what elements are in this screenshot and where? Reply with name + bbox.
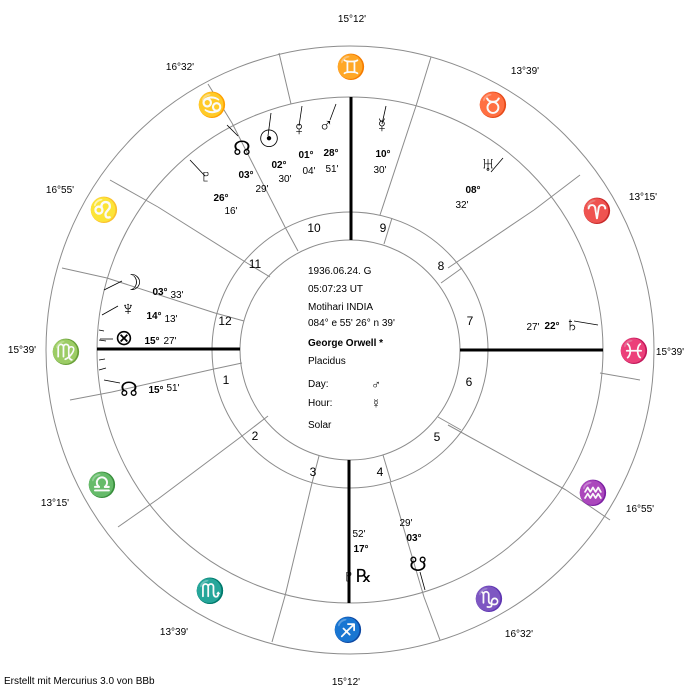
planet-sun	[258, 126, 291, 185]
mercury-icon: ☿	[371, 396, 381, 411]
house-number: 11	[248, 257, 262, 271]
sagittarius-icon: ♐	[333, 617, 363, 644]
degree-label: 13°15'	[628, 192, 658, 203]
svg-text:33': 33'	[170, 290, 184, 301]
planet-mars	[319, 115, 339, 175]
libra-icon: ♎	[87, 472, 117, 499]
svg-text:17°: 17°	[353, 544, 369, 555]
taurus-icon: ♉	[478, 92, 508, 119]
house-number: 1	[222, 373, 230, 387]
virgo-icon: ♍	[51, 339, 81, 366]
svg-text:04': 04'	[302, 166, 316, 177]
svg-text:03°: 03°	[152, 287, 168, 298]
south-node-icon: ☋	[409, 554, 427, 576]
planet-south-node	[399, 518, 426, 576]
svg-text:29': 29'	[399, 518, 413, 529]
pluto-retrograde-icon: ♇℞	[342, 566, 372, 586]
scorpio-icon: ♏	[195, 578, 225, 605]
pisces-icon: ♓	[619, 338, 649, 365]
house-numbers	[218, 221, 473, 479]
planet-venus	[292, 118, 316, 177]
svg-text:01°: 01°	[298, 150, 314, 161]
svg-text:27': 27'	[526, 322, 540, 333]
planet-pluto-retro	[342, 529, 372, 586]
planet-moon	[122, 270, 183, 301]
birth-date: 1936.06.24. G	[308, 266, 372, 277]
moon-icon: ☽	[122, 270, 142, 295]
svg-text:52': 52'	[352, 529, 366, 540]
sun-icon: ☉	[258, 126, 280, 153]
svg-text:32': 32'	[455, 200, 469, 211]
degree-label: 16°32'	[504, 629, 534, 640]
north-node-icon: ☊	[233, 138, 251, 160]
svg-text:10°: 10°	[375, 149, 391, 160]
degree-label: 13°39'	[159, 627, 189, 638]
aries-icon: ♈	[582, 198, 612, 225]
planet-mercury	[373, 115, 390, 176]
saturn-icon: ♄	[564, 314, 580, 336]
house-number: 7	[466, 314, 474, 328]
degree-label: 16°32'	[165, 62, 195, 73]
svg-text:16': 16'	[224, 206, 238, 217]
footer-credit: Erstellt mit Mercurius 3.0 von BBb	[4, 676, 155, 687]
planet-pluto	[199, 166, 237, 217]
planet-neptune	[121, 298, 178, 325]
svg-text:28°: 28°	[323, 148, 339, 159]
mars-icon: ♂	[318, 115, 334, 137]
house-number: 10	[307, 221, 321, 235]
house-system: Placidus	[308, 356, 346, 367]
svg-text:51': 51'	[325, 164, 339, 175]
planet-uranus	[455, 154, 495, 211]
degree-label: 13°15'	[40, 498, 70, 509]
svg-text:30': 30'	[373, 165, 387, 176]
chart-info	[308, 266, 395, 431]
leo-icon: ♌	[89, 197, 119, 224]
degree-label: 15°39'	[7, 345, 37, 356]
degree-label: 15°39'	[655, 347, 685, 358]
degree-label: 16°55'	[45, 185, 75, 196]
svg-text:51': 51'	[166, 383, 180, 394]
degree-label: 13°39'	[510, 66, 540, 77]
svg-text:27': 27'	[163, 336, 177, 347]
neptune-icon: ♆	[120, 298, 136, 320]
svg-text:13': 13'	[164, 314, 178, 325]
aquarius-icon: ♒	[578, 480, 608, 507]
svg-text:03°: 03°	[238, 170, 254, 181]
house-number-outer-ring	[212, 212, 488, 488]
person-name: George Orwell *	[308, 338, 384, 349]
svg-text:22°: 22°	[544, 321, 560, 332]
capricorn-icon: ♑	[474, 586, 504, 613]
planet-part-of-fortune	[115, 325, 177, 350]
degree-label: 16°55'	[625, 504, 655, 515]
part-of-fortune-icon: ⊗	[114, 325, 134, 350]
cancer-icon: ♋	[197, 92, 227, 119]
house-number: 12	[218, 314, 232, 328]
house-number: 2	[251, 429, 259, 443]
degree-label: 15°12'	[331, 677, 361, 688]
birth-time: 05:07:23 UT	[308, 284, 364, 295]
house-number: 9	[379, 221, 387, 235]
house-number: 5	[433, 430, 441, 444]
house-number: 4	[376, 465, 384, 479]
svg-text:03°: 03°	[406, 533, 422, 544]
svg-text:08°: 08°	[465, 185, 481, 196]
svg-text:26°: 26°	[213, 193, 229, 204]
day-label: Day:	[308, 379, 329, 390]
pluto-icon: ♇	[199, 166, 213, 186]
mercury-icon: ☿	[374, 115, 390, 137]
svg-text:02°: 02°	[271, 160, 287, 171]
chart-mode: Solar	[308, 420, 332, 431]
north-node-icon: ☊	[120, 379, 138, 401]
house-number: 6	[465, 375, 473, 389]
svg-text:29': 29'	[255, 184, 269, 195]
svg-text:14°: 14°	[146, 311, 162, 322]
house-number: 3	[309, 465, 317, 479]
birth-coordinates: 084° e 55' 26° n 39'	[308, 318, 395, 329]
birth-place: Motihari INDIA	[308, 302, 374, 313]
svg-text:15°: 15°	[148, 385, 164, 396]
gemini-icon: ♊	[336, 54, 366, 81]
degree-label: 15°12'	[337, 14, 367, 25]
planet-north-node-2	[120, 379, 179, 401]
uranus-icon: ♅	[480, 154, 496, 176]
svg-text:15°: 15°	[144, 336, 160, 347]
planet-saturn	[526, 314, 579, 336]
hour-label: Hour:	[308, 398, 333, 409]
house-number: 8	[437, 259, 445, 273]
mars-icon: ♂	[371, 377, 381, 392]
svg-text:30': 30'	[278, 174, 292, 185]
venus-icon: ♀	[291, 118, 307, 140]
